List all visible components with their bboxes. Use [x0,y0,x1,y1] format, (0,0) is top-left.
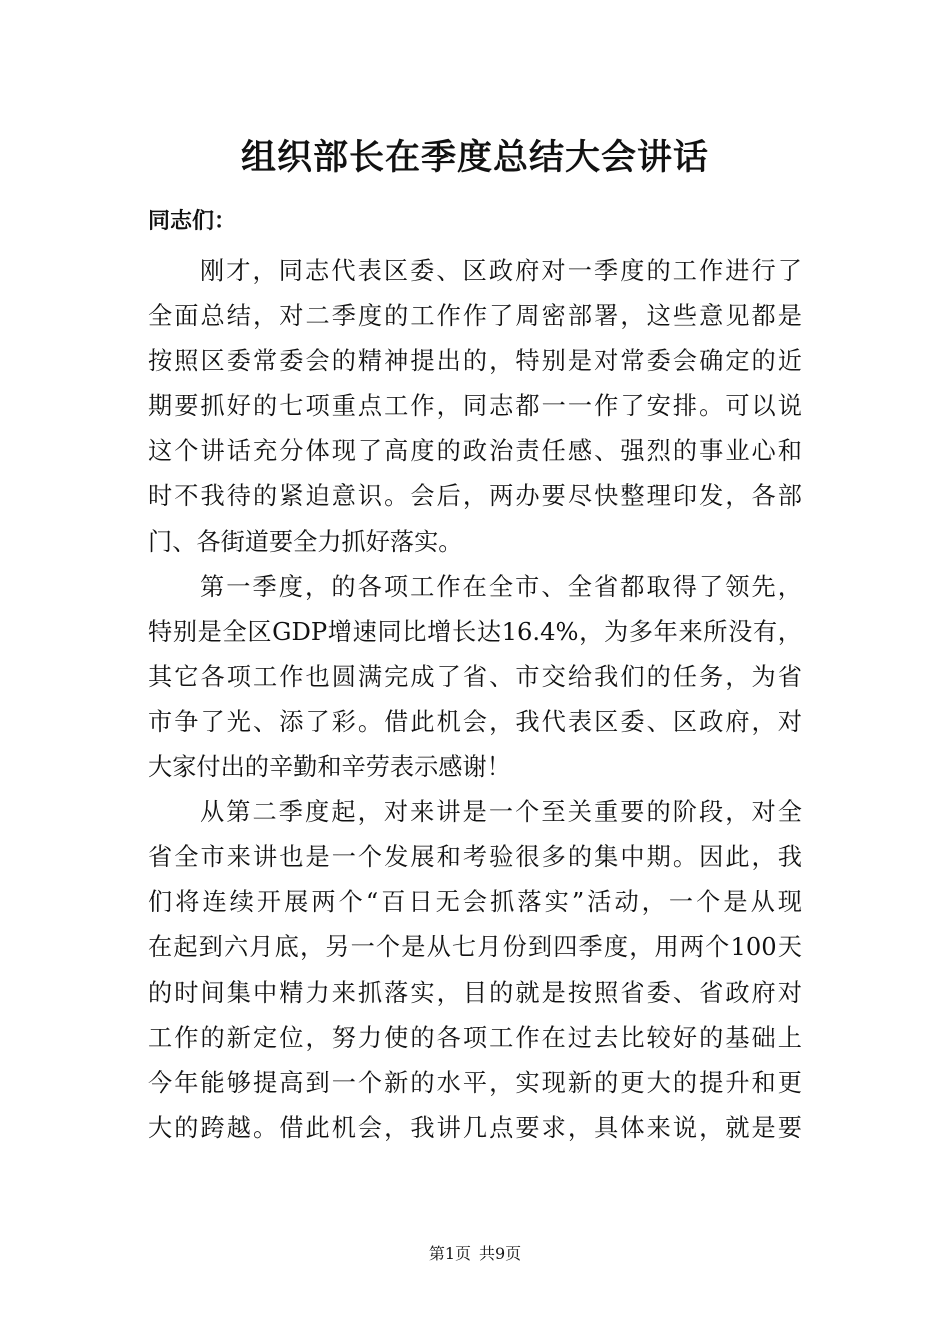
paragraph-line: 这个讲话充分体现了高度的政治责任感、强烈的事业心和 [148,437,802,466]
document-body [148,249,802,1151]
paragraph-line: 大的跨越。借此机会，我讲几点要求，具体来说，就是要 [148,1113,802,1142]
page-total: 共9页 [479,1244,522,1263]
paragraph-line: 的时间集中精力来抓落实，目的就是按照省委、省政府对 [148,978,802,1007]
page-number: 第1页 [428,1244,471,1263]
page-footer [0,1243,950,1265]
paragraph-line: 市争了光、添了彩。借此机会，我代表区委、区政府，对 [148,707,802,736]
paragraph-line: 大家付出的辛勤和辛劳表示感谢！ [148,753,511,782]
paragraph-line: 在起到六月底，另一个是从七月份到四季度，用两个100天 [148,933,802,962]
paragraph-line: 们将连续开展两个“百日无会抓落实”活动，一个是从现 [148,888,802,917]
paragraph-line: 省全市来讲也是一个发展和考验很多的集中期。因此，我 [148,843,802,872]
paragraph-line: 特别是全区GDP增速同比增长达16.4%，为多年来所没有， [148,617,802,646]
document-title: 组织部长在季度总结大会讲话 [240,138,709,178]
paragraph-line: 工作的新定位，努力使的各项工作在过去比较好的基础上 [148,1023,802,1052]
paragraph-line: 其它各项工作也圆满完成了省、市交给我们的任务，为省 [148,662,802,691]
paragraph-line: 今年能够提高到一个新的水平，实现新的更大的提升和更 [148,1068,802,1097]
paragraph-line: 按照区委常委会的精神提出的，特别是对常委会确定的近 [148,347,802,376]
paragraph-line: 从第二季度起，对来讲是一个至关重要的阶段，对全 [200,798,802,827]
paragraph-line: 刚才，同志代表区委、区政府对一季度的工作进行了 [200,257,802,285]
paragraph-line: 时不我待的紧迫意识。会后，两办要尽快整理印发，各部 [148,482,802,511]
paragraph-line: 门、各街道要全力抓好落实。 [148,527,463,556]
salutation: 同志们： [148,209,237,234]
paragraph-line: 第一季度，的各项工作在全市、全省都取得了领先， [200,572,802,601]
paragraph-line: 全面总结，对二季度的工作作了周密部署，这些意见都是 [148,302,802,331]
paragraph-line: 期要抓好的七项重点工作，同志都一一作了安排。可以说 [148,392,802,421]
